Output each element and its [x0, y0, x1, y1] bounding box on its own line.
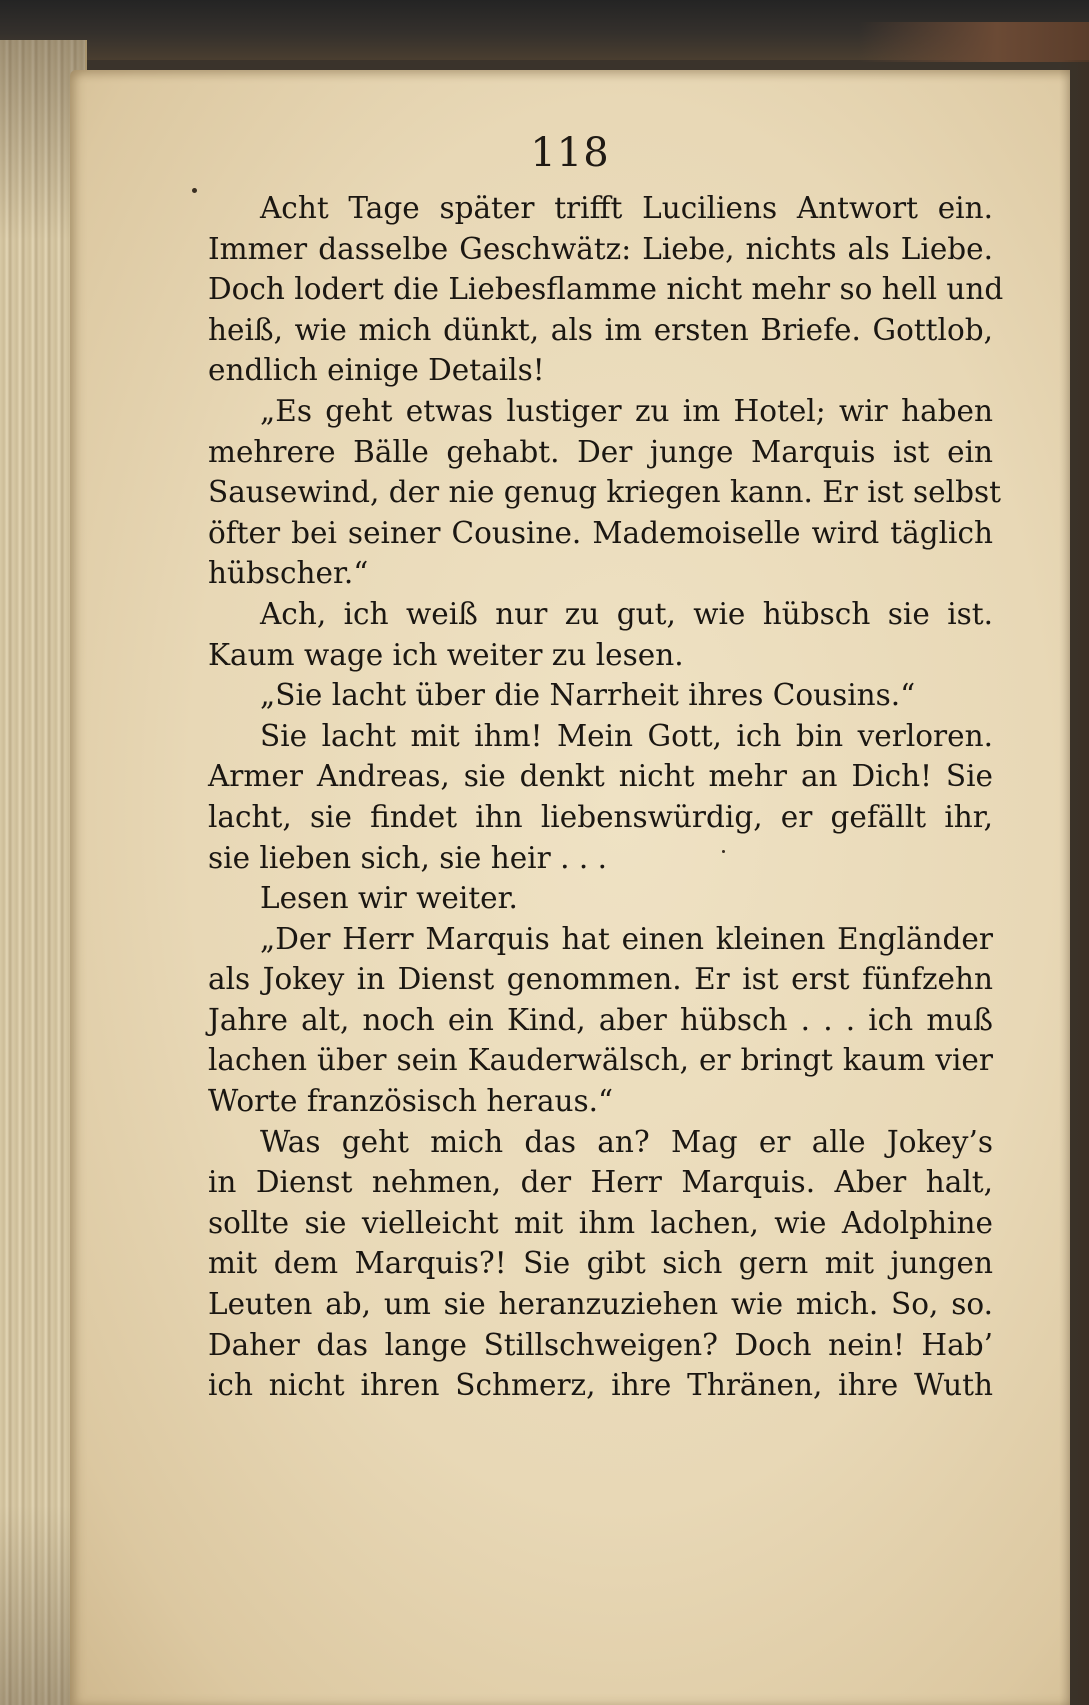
paragraph [208, 675, 993, 716]
text-line: ich nicht ihren Schmerz, ihre Thränen, ihre Wuth [208, 1368, 993, 1403]
text-line: als Jokey in Dienst genommen. Er ist erst fünfzehn [208, 962, 993, 997]
paragraph [208, 919, 993, 1122]
text-line: Daher das lange Stillschweigen? Doch nein! Hab’ [208, 1327, 993, 1362]
text-line: „Sie lacht über die Narrheit ihres Cousins.“ [260, 678, 916, 713]
text-line: hübscher.“ [208, 556, 369, 591]
text-line: Lesen wir weiter. [260, 881, 518, 916]
text-line: Jahre alt, noch ein Kind, aber hübsch . . . ich muß [208, 1002, 993, 1037]
text-line: sollte sie vielleicht mit ihm lachen, wie Adolphine [208, 1205, 993, 1240]
paragraph [208, 594, 993, 675]
text-line: Leuten ab, um sie heranzuziehen wie mich. So, so. [208, 1287, 993, 1322]
ink-speck [722, 850, 725, 853]
paragraph [208, 188, 1004, 391]
text-line: endlich einige Details! [208, 353, 545, 388]
book-page [70, 70, 1070, 1705]
text-line: lachen über sein Kauderwälsch, er bringt kaum vier [208, 1043, 993, 1078]
paragraph [208, 1122, 993, 1406]
book-cover-edge [0, 0, 1089, 60]
text-line: Sausewind, der nie genug kriegen kann. Er ist selbst [208, 475, 1001, 510]
text-line: Armer Andreas, sie denkt nicht mehr an Dich! Sie [208, 759, 993, 794]
text-line: Doch lodert die Liebesflamme nicht mehr so hell und [208, 272, 1004, 307]
paragraph [208, 716, 993, 878]
text-line: Sie lacht mit ihm! Mein Gott, ich bin verloren. [260, 718, 993, 753]
text-line: „Der Herr Marquis hat einen kleinen Engländer [260, 921, 993, 956]
text-line: Acht Tage später trifft Luciliens Antwort ein. [260, 191, 993, 225]
text-line: Worte französisch heraus.“ [208, 1084, 614, 1119]
text-line: mit dem Marquis?! Sie gibt sich gern mit jungen [208, 1246, 993, 1281]
text-line: mehrere Bälle gehabt. Der junge Marquis ist ein [208, 434, 993, 469]
text-line: lacht, sie findet ihn liebenswürdig, er gefällt ihr, [208, 799, 993, 834]
text-line: sie lieben sich, sie heir . . . [208, 840, 607, 875]
text-line: Kaum wage ich weiter zu lesen. [208, 637, 684, 672]
page-number: 118 [530, 130, 610, 176]
text-line: in Dienst nehmen, der Herr Marquis. Aber halt, [208, 1165, 993, 1200]
page-body-text [208, 188, 1004, 1406]
text-line: „Es geht etwas lustiger zu im Hotel; wir haben [260, 393, 993, 428]
text-line: Was geht mich das an? Mag er alle Jokey’s [260, 1124, 993, 1159]
text-line: öfter bei seiner Cousine. Mademoiselle wird täglich [208, 515, 993, 550]
page-gutter-shadow [1059, 60, 1089, 1705]
text-line: Ach, ich weiß nur zu gut, wie hübsch sie ist. [260, 596, 993, 631]
paragraph [208, 878, 993, 919]
text-line: heiß, wie mich dünkt, als im ersten Briefe. Gottlob, [208, 312, 993, 347]
text-line: Immer dasselbe Geschwätz: Liebe, nichts als Liebe. [208, 231, 993, 266]
ink-speck [192, 188, 197, 193]
paragraph [208, 391, 1001, 594]
